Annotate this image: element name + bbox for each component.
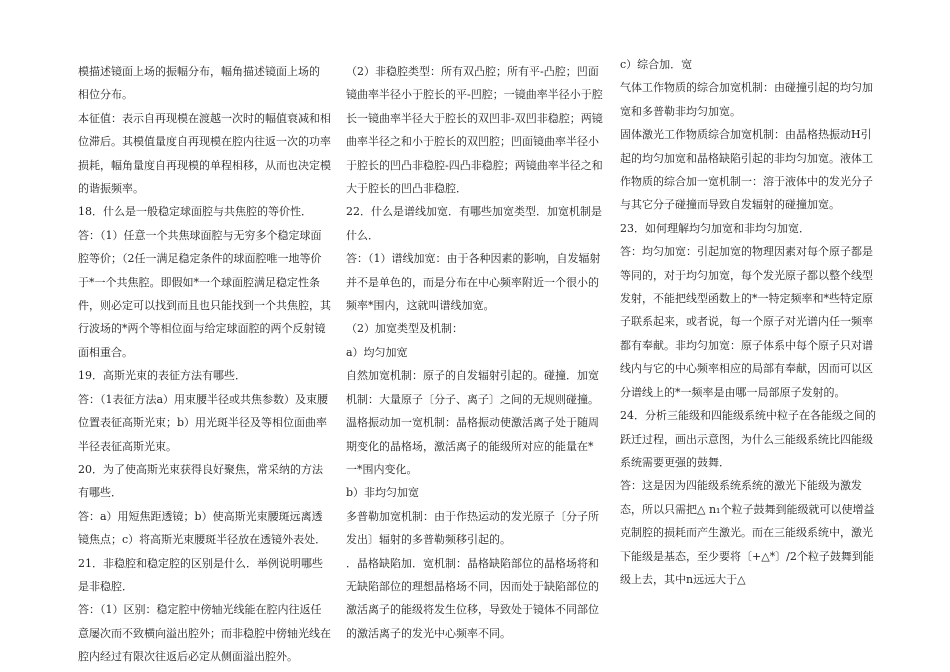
paragraph: 固体激光工作物质综合加宽机制：由晶格热振动H引起的均匀加宽和晶格缺陷引起的非均匀加宽。液体工作物质的综合加一宽机制一：溶于液体中的发光分子与其它分子碰撞而导致自发辐射的碰撞加宽。 [620, 128, 873, 212]
question-21: 21．非稳腔和稳定腔的区别是什么．举例说明哪些是非稳腔． [78, 556, 323, 593]
answer-22: 答：（1）谱线加宽：由于各种因素的影响，自发辐射并不是单色的，而是分布在中心频率附近一个很小的频率*围内，这就叫谱线加宽。 [346, 252, 601, 313]
answer-18: 答：（1）任意一个共焦球面腔与无穷多个稳定球面腔等价；（2任一满足稳定条件的球面腔唯一地等价于*一个共焦腔。即假如*一个球面腔满足稳定性条件，则必定可以找到而且也只能找到一个共焦腔，其行波场的*两个等相位面与给定球面腔的两个反射镜面相重合。 [78, 228, 331, 359]
paragraph: 相位分布。 [78, 88, 133, 102]
paragraph: 本征值：表示自再现模在渡越一次时的幅值衰减和相位滞后。其模值量度自再现模在腔内往返一次的功率损耗，幅角量度自再现模的单程相移，从而也决定模的谐振频率。 [78, 111, 331, 196]
answer-23: 答：均匀加宽：引起加宽的物理因素对每个原子都是等同的，对于均匀加宽，每个发光原子都以整个线型发射，不能把线型函数上的*一特定频率和*些特定原子联系起来，或者说，每一个原子对光谱内任一频率都有奉献。非均匀加宽：原子体系中每个原子只对谱线内与它的中心频率相应的局部有奉献，因而可以区分谱线上的*一频率是由哪一局部原子发射的。 [620, 245, 873, 399]
paragraph: （2）非稳腔类型：所有双凸腔；所有平-凸腔；凹面镜曲率半径小于腔长的平-凹腔；一镜曲率半径小于腔长一镜曲率半径大于腔长的双凹非-双凹非稳腔；两镜曲率半径之和小于腔长的双凹腔；凹面镜曲率半径小于腔长的凹凸非稳腔-四凸非稳腔；两镜曲率半径之和大于腔长的凹凸非稳腔． [346, 65, 603, 196]
text-column-middle [346, 60, 604, 645]
answer-24: 答：这是因为四能级系统系统的激光下能级为激发态，所以只需把△ n₁个粒子鼓舞到能级就可以使增益克制腔的损耗而产生激光。而在三能级系统中，激光下能级是基态，至少要将〔+△*〕/2个粒子鼓舞到能级上去，其中n远远大于△ [620, 479, 875, 586]
paragraph: 模描述镜面上场的振幅分布，幅角描述镜面上场的 [78, 65, 320, 78]
paragraph: 多普勒加宽机制：由于作热运动的发光原子〔分子所发出〕辐射的多普勒频移引起的。 [346, 509, 599, 547]
section-heading: c）综合加．宽 [620, 58, 693, 71]
question-19: 19．高斯光束的表征方法有哪些． [78, 369, 246, 383]
question-18: 18．什么是一般稳定球面腔与共焦腔的等价性． [78, 205, 312, 219]
question-22: 22．什么是谱线加宽．有哪些加宽类型．加宽机制是什么． [346, 205, 602, 242]
question-20: 20．为了使高斯光束获得良好聚焦，常采纳的方法有哪些． [78, 462, 323, 500]
answer-21: 答：（1）区别：稳定腔中傍轴光线能在腔内往返任意屡次而不致横向溢出腔外；而非稳腔中傍轴光线在腔内经过有限次往返后必定从侧面溢出腔外。 [78, 603, 331, 664]
paragraph: 气体工作物质的综合加宽机制：由碰撞引起的均匀加宽和多普勒非均匀加宽。 [620, 81, 873, 118]
section-heading: b）非均匀加宽 [346, 486, 420, 500]
question-24: 24．分析三能级和四能级系统中粒子在各能级之间的跃迁过程，画出示意图，为什么三能级系统比四能级系统需要更强的鼓舞． [620, 409, 876, 469]
paragraph: 自然加宽机制：原子的自发辐射引起的。碰撞．加宽机制：大量原子〔分子、离子〕之间的无规则碰撞。温格振动加一宽机制：晶格振动使激活离子处于随周期变化的晶格场，激活离子的能级所对应的能量在*一*围内变化。 [346, 369, 599, 476]
question-23: 23．如何理解均匀加宽和非均匀加宽． [620, 221, 810, 235]
text-column-left [78, 60, 332, 669]
text-column-right [620, 53, 876, 591]
paragraph: ．晶格缺陷加．宽机制：晶格缺陷部位的晶格场将和无缺陷部位的理想晶格场不同，因而处于缺陷部位的激活离子的能级将发生位移，导致处于镜体不同部位的激活离子的发光中心频率不同。 [346, 556, 599, 640]
answer-19: 答：（1表征方法a）用束腰半径或共焦参数）及束腰位置表征高斯光束；b）用光斑半径及等相位面曲率半径表征高斯光束。 [78, 392, 329, 453]
section-heading: （2）加宽类型及机制： [346, 322, 463, 336]
answer-20: 答：a）用短焦距透镜；b）使高斯光束腰斑远离透镜焦点；c）将高斯光束腰斑半径放在透镜外表处． [78, 509, 327, 547]
section-heading: a）均匀加宽 [346, 345, 408, 359]
